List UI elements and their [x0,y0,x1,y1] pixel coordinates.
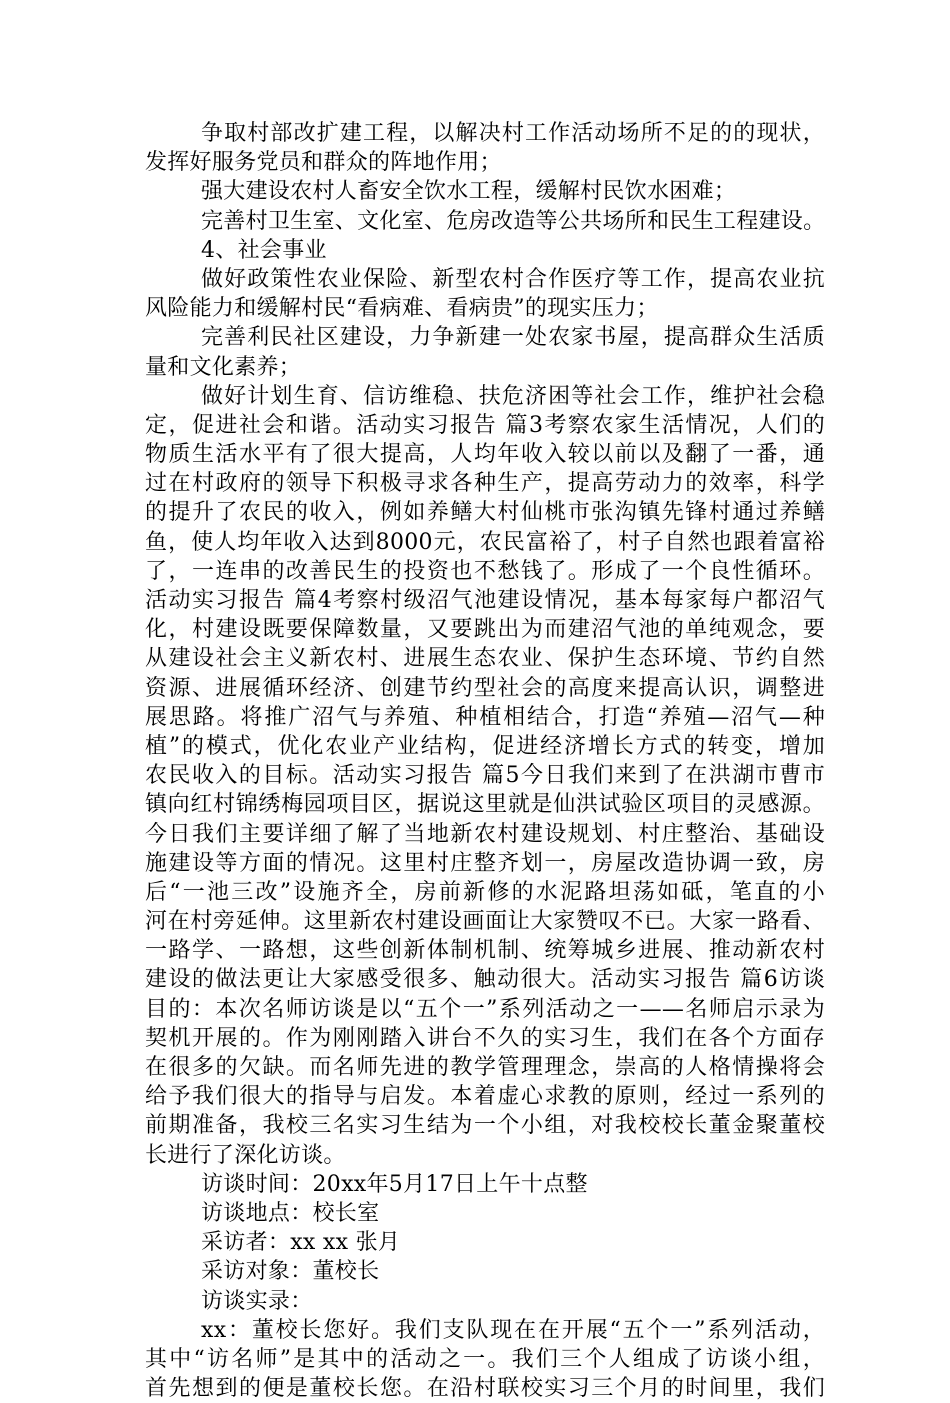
text-line: 长进行了深化访谈。 [145,1142,346,1168]
text-line: 后“一池三改”设施齐全，房前新修的水泥路坦荡如砥，笔直的小 [145,879,825,905]
text-line: 前期准备，我校三名实习生结为一个小组，对我校校长董金聚董校 [145,1113,825,1139]
text-line: 采访者：xx xx 张月 [201,1230,401,1256]
text-line: 过在村政府的领导下积极寻求各种生产，提高劳动力的效率，科学 [145,471,825,497]
text-line: 争取村部改扩建工程，以解决村工作活动场所不足的的现状， [201,121,825,146]
text-line: 其中“访名师”是其中的活动之一。我们三个人组成了访谈小组， [145,1346,825,1372]
text-line: xx：董校长您好。我们支队现在在开展“五个一”系列活动， [201,1317,825,1343]
text-line: 首先想到的便是董校长您。在沿村联校实习三个月的时间里，我们 [145,1376,825,1402]
text-line: 镇向红村锦绣梅园项目区，据说这里就是仙洪试验区项目的灵感源。 [145,792,825,818]
text-line: 采访对象：董校长 [201,1259,380,1285]
text-line: 访谈实录： [201,1288,313,1314]
text-line: 物质生活水平有了很大提高，人均年收入较以前以及翻了一番，通 [145,442,825,468]
text-line: 植”的模式，优化农业产业结构，促进经济增长方式的转变，增加 [145,733,825,759]
text-line: 展思路。将推广沼气与养殖、种植相结合，打造“养殖—沼气—种 [145,704,825,730]
text-line: 完善村卫生室、文化室、危房改造等公共场所和民生工程建设。 [201,208,825,234]
text-line: 建设的做法更让大家感受很多、触动很大。活动实习报告 篇6访谈 [145,967,825,993]
text-line: 量和文化素养； [145,354,302,380]
text-line: 今日我们主要详细了解了当地新农村建设规划、村庄整治、基础设 [145,821,825,847]
text-line: 发挥好服务党员和群众的阵地作用； [145,150,502,176]
text-line: 化，村建设既要保障数量，又要跳出为而建沼气池的单纯观念，要 [145,617,825,643]
text-line: 访谈时间：20xx年5月17日上午十点整 [201,1171,588,1197]
text-line: 契机开展的。作为刚刚踏入讲台不久的实习生，我们在各个方面存 [145,1025,825,1051]
text-line: 鱼，使人均年收入达到8000元，农民富裕了，村子自然也跟着富裕 [145,529,825,555]
text-line: 资源、进展循环经济、创建节约型社会的高度来提高认识，调整进 [145,675,825,701]
document-body [145,119,825,1403]
text-line: 做好政策性农业保险、新型农村合作医疗等工作，提高农业抗 [201,266,825,292]
text-line: 定，促进社会和谐。活动实习报告 篇3考察农家生活情况，人们的 [145,412,825,438]
text-line: 的提升了农民的收入，例如养鳝大村仙桃市张沟镇先锋村通过养鳝 [145,500,825,526]
text-line: 在很多的欠缺。而名师先进的教学管理理念，崇高的人格情操将会 [145,1055,825,1080]
text-line: 目的：本次名师访谈是以“五个一”系列活动之一——名师启示录为 [145,996,825,1022]
text-line: 了，一连串的改善民生的投资也不愁钱了。形成了一个良性循环。 [145,558,825,584]
text-line: 从建设社会主义新农村、进展生态农业、保护生态环境、节约自然 [145,646,825,672]
text-line: 强大建设农村人畜安全饮水工程，缓解村民饮水困难； [201,179,737,205]
text-line: 一路学、一路想，这些创新体制机制、统筹城乡进展、推动新农村 [145,938,825,964]
text-line: 完善利民社区建设，力争新建一处农家书屋，提高群众生活质 [201,325,825,351]
text-line: 做好计划生育、信访维稳、扶危济困等社会工作，维护社会稳 [201,383,825,409]
text-line: 4、社会事业 [201,237,327,263]
text-line: 风险能力和缓解村民“看病难、看病贵”的现实压力； [145,296,659,322]
text-line: 农民收入的目标。活动实习报告 篇5今日我们来到了在洪湖市曹市 [145,763,825,789]
text-line: 河在村旁延伸。这里新农村建设画面让大家赞叹不已。大家一路看、 [145,909,825,935]
text-line: 给予我们很大的指导与启发。本着虚心求教的原则，经过一系列的 [145,1084,825,1110]
text-line: 活动实习报告 篇4考察村级沼气池建设情况，基本每家每户都沼气 [145,588,825,613]
text-line: 访谈地点：校长室 [201,1200,380,1226]
text-line: 施建设等方面的情况。这里村庄整齐划一，房屋改造协调一致，房 [145,850,825,876]
